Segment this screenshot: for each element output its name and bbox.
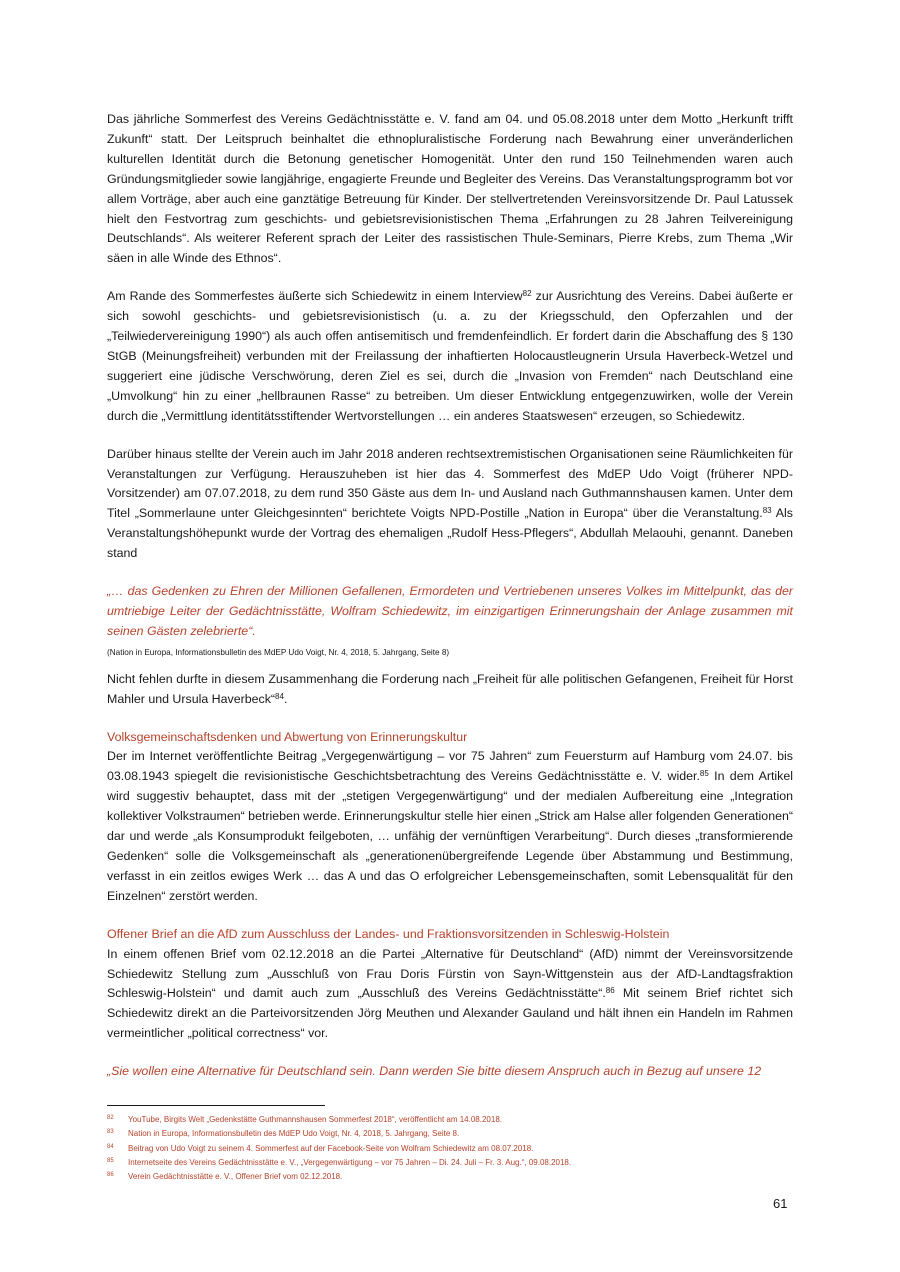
paragraph-text: zur Ausrichtung des Vereins. Dabei äußerte er sich sowohl geschichts- und gebietsrevisionistisch (u. a. zu der Kriegsschuld, den Opferzahlen und der „Teilwiedervereinigung 1990“) als auch offen antisemitisch und fremdenfeindlich. Er fordert darin die Abschaffung des § 130 StGB (Meinungsfreiheit) verbunden mit der Freilassung der inhaftierten Holocaustleugnerin Ursula Haverbeck-Wetzel und suggeriert eine jüdische Verschwörung, deren Ziel es sei, durch die „Invasion von Fremden“ nach Deutschland eine „Umvolkung“ hin zu einer „hellbraunen Rasse“ zu betreiben. Um dieser Entwicklung entgegenzuwirken, wolle der Verein durch die „Vermittlung identitätsstiftender Wertvorstellungen … ein anderes Staatswesen“ erzeugen, so Schiedewitz. [107, 289, 793, 423]
footnote-ref-86[interactable]: 86 [605, 986, 615, 996]
footnote-text: YouTube, Birgits Welt „Gedenkstätte Guthmannshausen Sommerfest 2018“, veröffentlicht am 14.08.2018. [128, 1115, 502, 1124]
paragraph-sommerfest: Das jährliche Sommerfest des Vereins Gedächtnisstätte e. V. fand am 04. und 05.08.2018 unter dem Motto „Herkunft trifft Zukunft“ statt. Der Leitspruch beinhaltet die ethnopluralistische Forderung nach Bewahrung einer unveränderlichen kulturellen Identität durch die Betonung genetischer Homogenität. Unter den rund 150 Teilnehmenden waren auch Gründungsmitglieder sowie langjährige, engagierte Freunde und Begleiter des Vereins. Das Veranstaltungsprogramm bot vor allem Vorträge, aber auch eine ganztätige Betreuung für Kinder. Der stellvertretenden Vereinsvorsitzende Dr. Paul Latussek hielt den Festvortrag zum geschichts- und gebietsrevisionistischen Thema „Erfahrungen zu 28 Jahren Teilvereinigung Deutschlands“. Als weiterer Referent sprach der Leiter des rassistischen Thule-Seminars, Pierre Krebs, zum Thema „Wir säen in alle Winde des Ethnos“. [107, 112, 794, 266]
paragraph-forderung [107, 670, 793, 710]
footnote-item [107, 1156, 793, 1170]
paragraph-interview [107, 287, 793, 426]
paragraph-text: Als Veranstaltungshöhepunkt wurde der Vortrag des ehemaligen „Rudolf Hess-Pflegers“, Abdullah Melaouhi, genannt. Daneben stand [107, 506, 793, 561]
quote-nation-in-europa: „… das Gedenken zu Ehren der Millionen Gefallenen, Ermordeten und Vertriebenen unseres Volkes im Mittelpunkt, das der umtriebige Leiter der Gedächtnisstätte, Wolfram Schiedewitz, im einzigartigen Erinnerungshain der Anlage zusammen mit seinen Gästen zelebrierte“. [107, 584, 793, 638]
footnote-number: 85 [107, 1157, 114, 1164]
footnote-ref-82[interactable]: 82 [522, 289, 532, 299]
footnote-item [107, 1113, 793, 1127]
quote-afd-brief: „Sie wollen eine Alternative für Deutschland sein. Dann werden Sie bitte diesem Anspruch auch in Bezug auf unsere 12 [107, 1064, 762, 1079]
quote-source: (Nation in Europa, Informationsbulletin des MdEP Udo Voigt, Nr. 4, 2018, 5. Jahrgang, Seite 8) [107, 647, 450, 657]
footnotes [107, 1113, 793, 1184]
paragraph-text: In dem Artikel wird suggestiv behauptet, dass mit der „stetigen Vergegenwärtigung“ und der medialen Aufbereitung eine „Integration kollektiver Volkstraumen“ betrieben werde. Erinnerungskultur stelle hier einen „Strick am Halse aller folgenden Generationen“ dar und werde „als Konsumprodukt feilgeboten, … unfähig der vernünftigen Verarbeitung“. Durch dieses „transformierende Gedenken“ solle die Volksgemeinschaft als „generationenübergreifende Legende über Abstammung und Bestimmung, verfasst in ein zeitlos ewiges Werk … das A und das O erfolgreicher Lebensgemeinschaften, somit Lebensqualität für den Einzelnen“ zerstört werden. [107, 769, 793, 903]
footnote-number: 82 [107, 1115, 114, 1121]
paragraph-raeumlichkeiten [107, 445, 793, 564]
footnote-separator [107, 1105, 325, 1106]
paragraph-text: Der im Internet veröffentlichte Beitrag „Vergegenwärtigung – vor 75 Jahren“ zum Feuersturm auf Hamburg vom 24.07. bis 03.08.1943 spiegelt die revisionistische Geschichtsbetrachtung des Vereins Gedächtnisstätte e. V. wider. [107, 749, 793, 784]
footnote-text: Internetseite des Vereins Gedächtnisstätte e. V., „Vergegenwärtigung – vor 75 Jahren – Di. 24. Juli – Fr. 3. Aug.“, 09.08.2018. [128, 1157, 572, 1167]
footnote-item [107, 1127, 793, 1141]
page-content [107, 110, 793, 1082]
footnote-item [107, 1170, 793, 1184]
section-heading-volksgemeinschaft: Volksgemeinschaftsdenken und Abwertung von Erinnerungskultur [107, 729, 468, 744]
paragraph-text: Mit seinem Brief richtet sich Schiedewitz direkt an die Parteivorsitzenden Jörg Meuthen und Alexander Gauland und hält ihnen ein Handeln im Rahmen vermeintlicher „political correctness“ vor. [107, 986, 793, 1041]
page-number: 61 [773, 1196, 788, 1211]
footnote-text: Verein Gedächtnisstätte e. V., Offener Brief vom 02.12.2018. [128, 1172, 343, 1182]
paragraph-text: Nicht fehlen durfte in diesem Zusammenhang die Forderung nach „Freiheit für alle politischen Gefangenen, Freiheit für Horst Mahler und Ursula Haverbeck“ [107, 671, 793, 706]
paragraph-text: Darüber hinaus stellte der Verein auch im Jahr 2018 anderen rechtsextremistischen Organisationen seine Räumlichkeiten für Veranstaltungen zur Verfügung. Herauszuheben ist hier das 4. Sommerfest des MdEP Udo Voigt (früherer NPD-Vorsitzender) am 07.07.2018, zu dem rund 350 Gäste aus dem In- und Ausland nach Guthmannshausen kamen. Unter dem Titel „Sommerlaune unter Gleichgesinnten“ berichtete Voigts NPD-Postille „Nation in Europa“ über die Veranstaltung. [107, 446, 793, 521]
footnote-ref-84[interactable]: 84 [275, 691, 284, 701]
footnote-ref-85[interactable]: 85 [699, 769, 709, 779]
footnote-number: 83 [107, 1129, 114, 1136]
paragraph-offener-brief [107, 945, 793, 1045]
footnote-item [107, 1142, 793, 1156]
footnote-text: Nation in Europa, Informationsbulletin des MdEP Udo Voigt, Nr. 4, 2018, 5. Jahrgang, Seite 8. [128, 1129, 460, 1139]
footnote-ref-83[interactable]: 83 [762, 506, 772, 516]
paragraph-vergegenwaertigung [107, 747, 793, 906]
paragraph-text: . [283, 691, 288, 706]
footnote-number: 86 [107, 1172, 114, 1179]
footnote-number: 84 [107, 1143, 114, 1150]
section-heading-offener-brief: Offener Brief an die AfD zum Ausschluss der Landes- und Fraktionsvorsitzenden in Schleswig-Holstein [107, 926, 670, 941]
footnote-text: Beitrag von Udo Voigt zu seinem 4. Sommerfest auf der Facebook-Seite von Wolfram Schiedewitz am 08.07.2018. [128, 1143, 534, 1153]
paragraph-text: In einem offenen Brief vom 02.12.2018 an die Partei „Alternative für Deutschland“ (AfD) nimmt der Vereinsvorsitzende Schiedewitz Stellung zum „Ausschluß von Frau Doris Fürstin von Sayn-Wittgenstein aus der AfD-Landtagsfraktion Schleswig-Holstein“ und damit auch zum „Ausschluß des Vereins Gedächtnisstätte“. [107, 946, 793, 1001]
paragraph-text: Am Rande des Sommerfestes äußerte sich Schiedewitz in einem Interview [107, 289, 523, 304]
